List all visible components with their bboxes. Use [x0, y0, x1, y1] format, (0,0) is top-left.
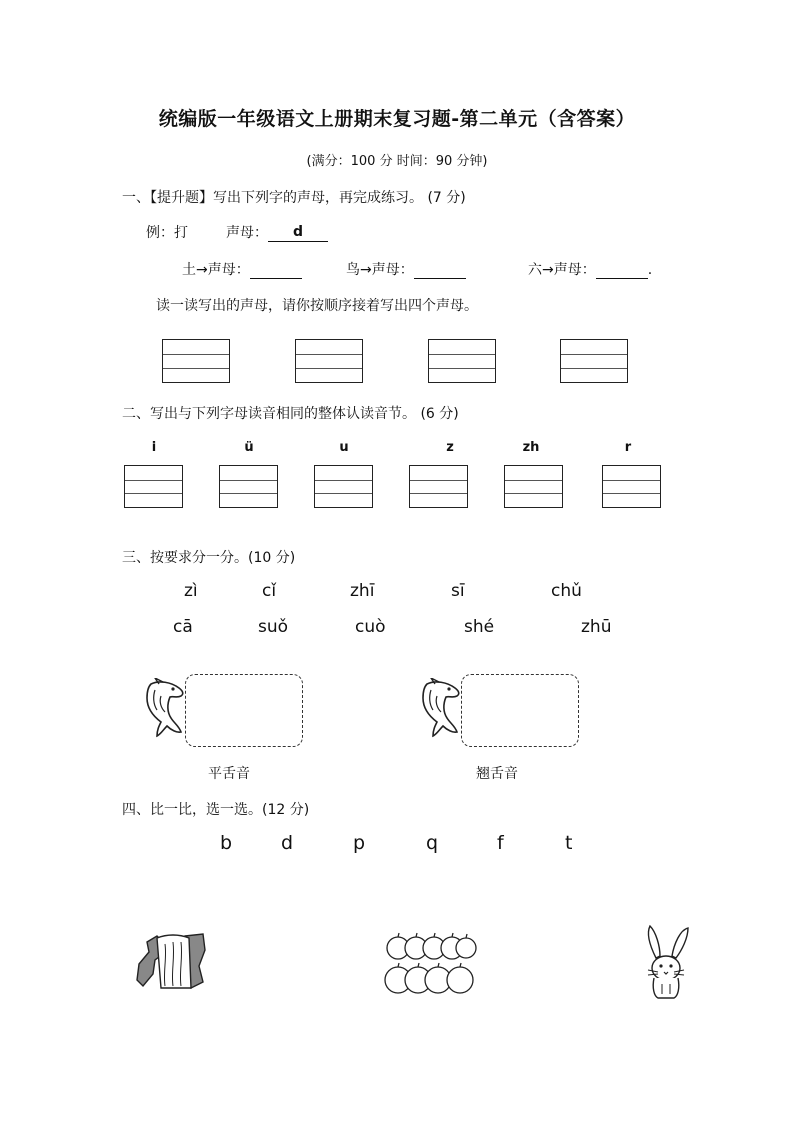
q1-example-sm-label: 声母： — [226, 225, 268, 241]
q1-writing-box-4[interactable] — [560, 339, 628, 383]
q1-writing-box-1[interactable] — [162, 339, 230, 383]
q1-writing-box-3[interactable] — [428, 339, 496, 383]
q2-writing-box-3[interactable] — [314, 465, 373, 508]
dolphin-icon — [413, 678, 463, 740]
rabbit-icon — [640, 924, 692, 1000]
q1-blank-3[interactable] — [596, 261, 648, 279]
q3-pinyin-she: shé — [464, 617, 495, 637]
q2-heading: 二、写出与下列字母读音相同的整体认读音节。 (6 分) — [122, 406, 459, 422]
q3-pinyin-zhi: zhī — [350, 581, 375, 601]
q2-letter-u: u — [339, 440, 349, 455]
q2-letter-i: i — [151, 440, 157, 455]
q1-item-2-label: 鸟→声母： — [346, 262, 414, 278]
q1-writing-box-2[interactable] — [295, 339, 363, 383]
q3-pinyin-zhu: zhū — [581, 617, 612, 637]
q3-heading: 三、按要求分一分。(10 分) — [122, 550, 296, 566]
q2-writing-box-6[interactable] — [602, 465, 661, 508]
q1-item-3 — [528, 259, 652, 279]
q1-item-1 — [182, 259, 302, 279]
apples-icon — [384, 932, 478, 1000]
q2-letter-u-umlaut: ü — [244, 440, 254, 455]
q2-writing-box-1[interactable] — [124, 465, 183, 508]
retroflex-answer-box[interactable] — [461, 674, 579, 747]
q3-pinyin-suo: suǒ — [258, 617, 289, 637]
dolphin-icon — [137, 678, 187, 740]
q3-pinyin-ci: cǐ — [262, 581, 277, 601]
flat-tongue-answer-box[interactable] — [185, 674, 303, 747]
q1-example-answer: d — [268, 224, 328, 242]
retroflex-label: 翘舌音 — [476, 766, 518, 782]
q2-letter-r: r — [624, 440, 632, 455]
q1-item-2 — [346, 259, 466, 279]
q4-letter-f: f — [497, 832, 504, 854]
q2-writing-box-5[interactable] — [504, 465, 563, 508]
q3-pinyin-zi: zì — [184, 581, 198, 601]
q1-example-label: 例：打 — [146, 225, 188, 241]
q4-letter-d: d — [281, 832, 294, 854]
q4-letter-q: q — [426, 832, 439, 854]
q4-letter-p: p — [353, 832, 366, 854]
q1-item-1-label: 土→声母： — [182, 262, 250, 278]
page-subtitle: (满分：100 分 时间：90 分钟) — [306, 154, 488, 169]
waterfall-icon — [133, 930, 209, 992]
flat-tongue-label: 平舌音 — [208, 766, 250, 782]
q3-pinyin-chu: chǔ — [551, 581, 582, 601]
q4-letter-t: t — [565, 832, 573, 854]
q1-heading: 一、【提升题】写出下列字的声母，再完成练习。 (7 分) — [122, 190, 466, 206]
q2-letter-z: z — [446, 440, 454, 455]
q1-instruction: 读一读写出的声母，请你按顺序接着写出四个声母。 — [156, 298, 478, 314]
q2-writing-box-2[interactable] — [219, 465, 278, 508]
q4-letter-b: b — [220, 832, 233, 854]
q1-blank-1[interactable] — [250, 261, 302, 279]
q1-item-3-label: 六→声母： — [528, 262, 596, 278]
page-title: 统编版一年级语文上册期末复习题-第二单元（含答案） — [158, 108, 636, 130]
q2-writing-box-4[interactable] — [409, 465, 468, 508]
q3-pinyin-cuo: cuò — [355, 617, 386, 637]
q1-example — [146, 222, 328, 242]
q1-end-dot: . — [647, 262, 653, 278]
q3-pinyin-si: sī — [451, 581, 465, 601]
q4-heading: 四、比一比，选一选。(12 分) — [122, 802, 310, 818]
q2-letter-zh: zh — [522, 440, 540, 455]
q3-pinyin-ca: cā — [173, 617, 193, 637]
q1-blank-2[interactable] — [414, 261, 466, 279]
